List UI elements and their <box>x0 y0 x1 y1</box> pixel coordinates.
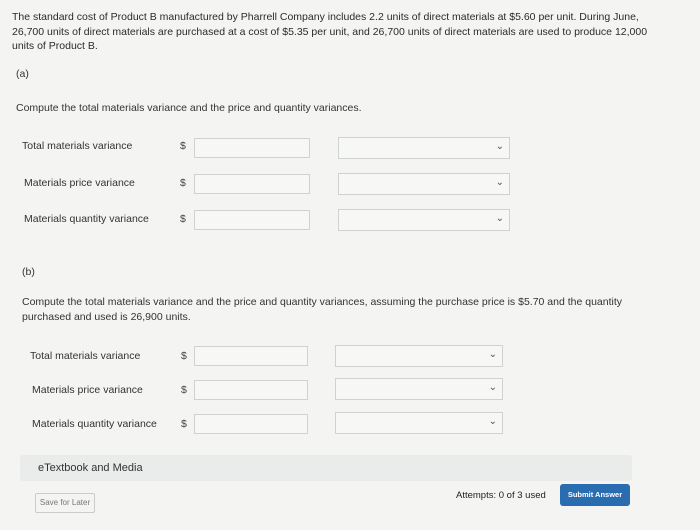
part-b-total-label: Total materials variance <box>30 350 141 362</box>
currency-symbol: $ <box>181 384 187 396</box>
part-a-total-type-select[interactable] <box>338 137 510 159</box>
save-for-later-button[interactable]: Save for Later <box>35 493 95 513</box>
part-a-quantity-amount-input[interactable] <box>194 210 310 230</box>
etextbook-media-bar[interactable] <box>20 455 632 481</box>
chevron-down-icon: ⌄ <box>495 177 504 188</box>
currency-symbol: $ <box>181 350 187 362</box>
chevron-down-icon: ⌄ <box>495 141 504 152</box>
attempts-counter: Attempts: 0 of 3 used <box>456 490 546 501</box>
currency-symbol: $ <box>181 418 187 430</box>
part-a-price-type-select[interactable] <box>338 173 510 195</box>
part-a-price-label: Materials price variance <box>24 177 135 189</box>
chevron-down-icon: ⌄ <box>488 349 497 360</box>
part-b-total-amount-input[interactable] <box>194 346 308 366</box>
chevron-down-icon: ⌄ <box>488 416 497 427</box>
etextbook-media-label: eTextbook and Media <box>38 462 143 474</box>
problem-statement: The standard cost of Product B manufactured by Pharrell Company includes 2.2 units of direct materials at $5.60 per unit. During June, 26,700 units of direct materials are purchased at a cost of $5.35 per unit, and 26,700 units of direct materials are used to produce 12,000 units of Product B. <box>12 11 648 52</box>
part-a-label: (a) <box>16 68 29 80</box>
part-b-price-amount-input[interactable] <box>194 380 308 400</box>
part-b-quantity-type-select[interactable] <box>335 412 503 434</box>
currency-symbol: $ <box>180 140 186 152</box>
chevron-down-icon: ⌄ <box>495 213 504 224</box>
part-a-total-label: Total materials variance <box>22 140 133 152</box>
part-a-instruction: Compute the total materials variance and the price and quantity variances. <box>16 102 362 114</box>
part-b-price-label: Materials price variance <box>32 384 143 396</box>
part-b-quantity-label: Materials quantity variance <box>32 418 157 430</box>
part-a-total-amount-input[interactable] <box>194 138 310 158</box>
part-b-label: (b) <box>22 266 35 278</box>
part-b-price-type-select[interactable] <box>335 378 503 400</box>
part-b-total-type-select[interactable] <box>335 345 503 367</box>
part-b-instruction: Compute the total materials variance and the price and quantity variances, assuming the purchase price is $5.70 and the quantity purchased and used is 26,900 units. <box>22 296 623 323</box>
part-b-quantity-amount-input[interactable] <box>194 414 308 434</box>
part-a-quantity-type-select[interactable] <box>338 209 510 231</box>
part-a-quantity-label: Materials quantity variance <box>24 213 149 225</box>
chevron-down-icon: ⌄ <box>488 382 497 393</box>
currency-symbol: $ <box>180 177 186 189</box>
currency-symbol: $ <box>180 213 186 225</box>
submit-answer-button[interactable]: Submit Answer <box>560 484 630 506</box>
part-a-price-amount-input[interactable] <box>194 174 310 194</box>
